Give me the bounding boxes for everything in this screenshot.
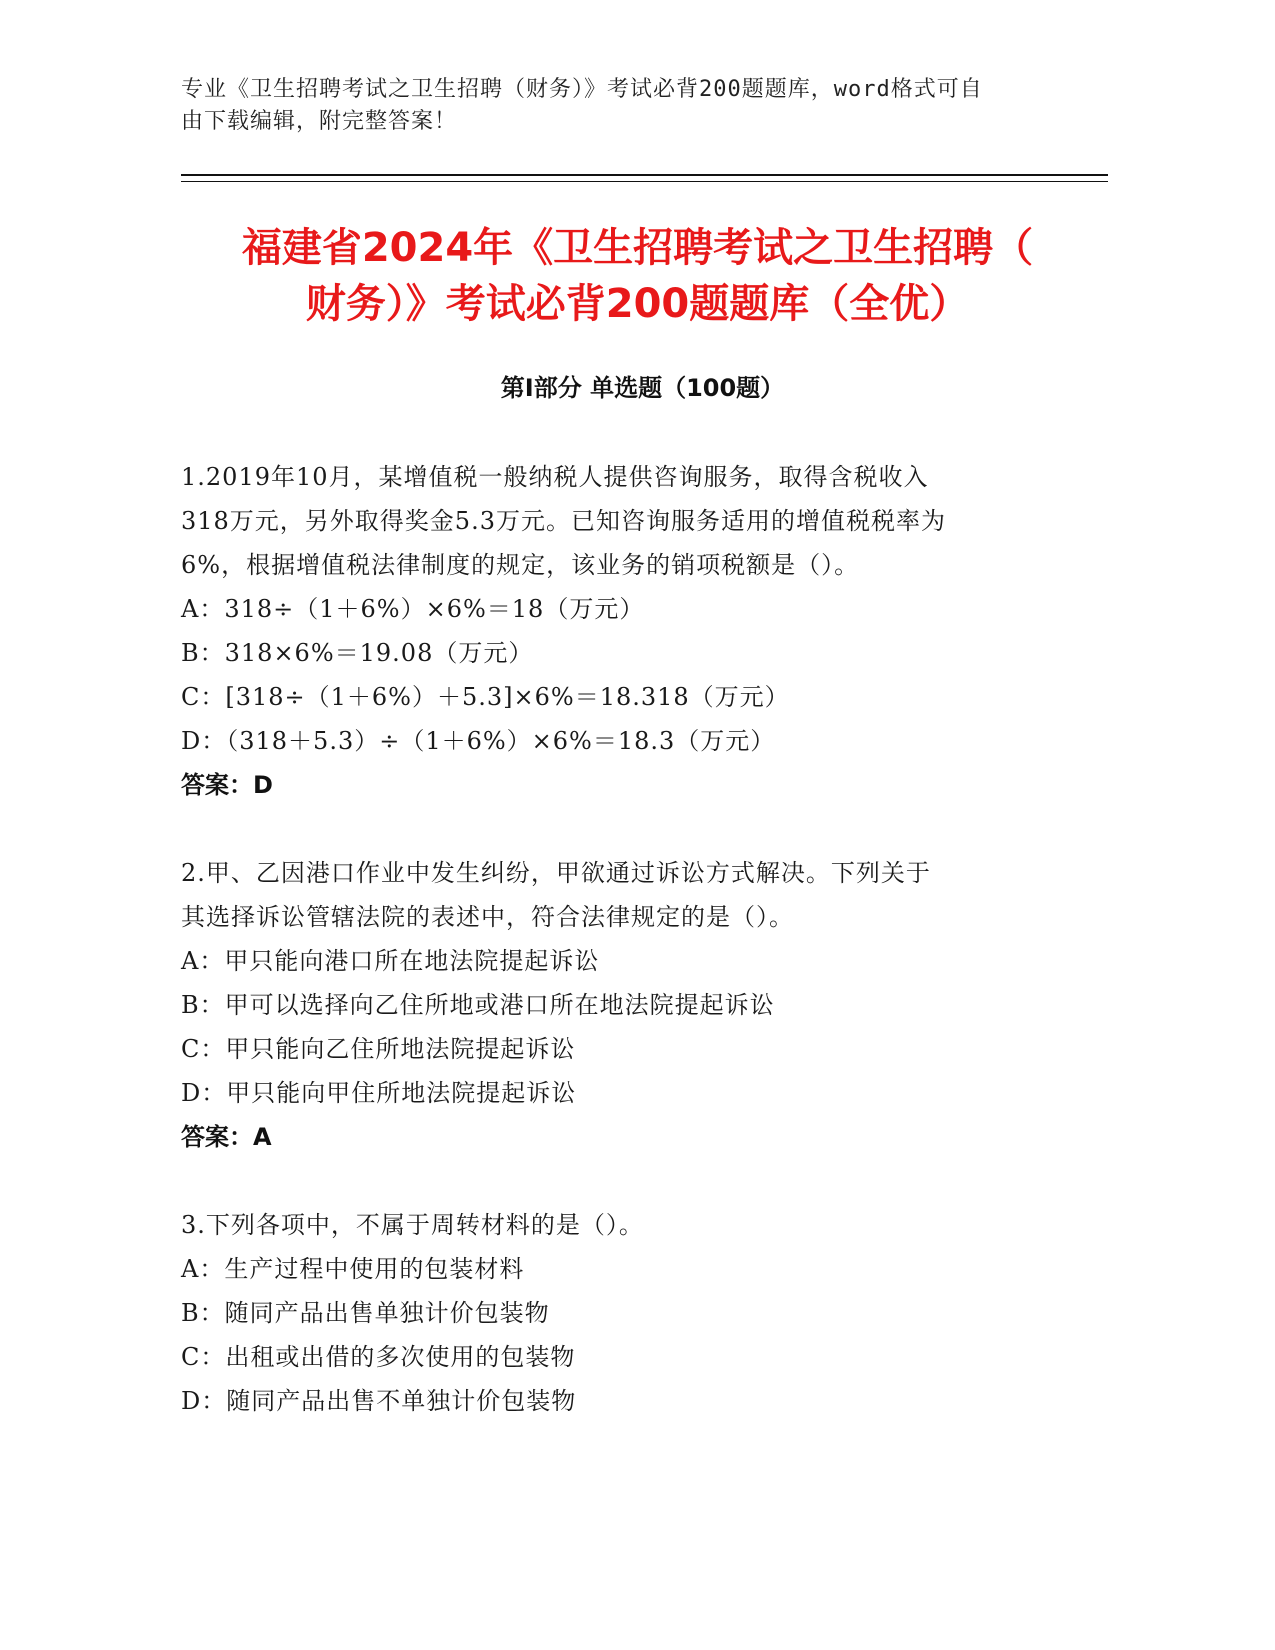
question-stem <box>181 1203 1051 1247</box>
option-c: C：甲只能向乙住所地法院提起诉讼 <box>181 1035 576 1063</box>
option-c: C：[318÷（1＋6%）＋5.3]×6%＝18.318（万元） <box>181 683 790 711</box>
question-list <box>181 455 1051 1467</box>
question-2 <box>181 851 1051 1159</box>
option-a: A：318÷（1＋6%）×6%＝18（万元） <box>181 595 645 623</box>
header-note <box>181 74 1031 138</box>
header-note-line-2: 由下载编辑，附完整答案！ <box>181 109 458 134</box>
option-a: A：生产过程中使用的包装材料 <box>181 1255 525 1283</box>
question-stem-line: 318万元，另外取得奖金5.3万元。已知咨询服务适用的增值税税率为 <box>181 507 946 535</box>
section-heading: 第I部分 单选题（100题） <box>500 374 785 402</box>
question-stem-line: 3.下列各项中，不属于周转材料的是（）。 <box>181 1211 644 1239</box>
option-b: B：318×6%＝19.08（万元） <box>181 639 534 667</box>
option-b: B：随同产品出售单独计价包装物 <box>181 1299 550 1327</box>
question-stem-line: 2.甲、乙因港口作业中发生纠纷，甲欲通过诉讼方式解决。下列关于 <box>181 859 931 887</box>
option-b: B：甲可以选择向乙住所地或港口所在地法院提起诉讼 <box>181 991 775 1019</box>
option-c: C：出租或出借的多次使用的包装物 <box>181 1343 576 1371</box>
document-title-line-1: 福建省2024年《卫生招聘考试之卫生招聘（ <box>241 225 1034 271</box>
option-a: A：甲只能向港口所在地法院提起诉讼 <box>181 947 600 975</box>
question-stem-line: 1.2019年10月，某增值税一般纳税人提供咨询服务，取得含税收入 <box>181 463 929 491</box>
question-stem-line: 其选择诉讼管辖法院的表述中，符合法律规定的是（）。 <box>181 903 794 931</box>
option-d: D：随同产品出售不单独计价包装物 <box>181 1387 577 1415</box>
document-title <box>160 220 1115 332</box>
option-d: D：甲只能向甲住所地法院提起诉讼 <box>181 1079 577 1107</box>
question-1 <box>181 455 1051 807</box>
document-title-line-2: 财务）》考试必背200题题库（全优） <box>305 281 970 327</box>
question-stem-line: 6%，根据增值税法律制度的规定，该业务的销项税额是（）。 <box>181 551 860 579</box>
header-divider-thin <box>181 181 1108 182</box>
header-note-line-1: 专业《卫生招聘考试之卫生招聘（财务）》考试必背200题题库，word格式可自 <box>181 77 983 102</box>
option-d: D：（318＋5.3）÷（1＋6%）×6%＝18.3（万元） <box>181 727 776 755</box>
answer-label: 答案：A <box>181 1123 272 1151</box>
answer-label: 答案：D <box>181 771 273 799</box>
question-stem <box>181 455 1051 587</box>
header-divider-thick <box>181 174 1108 176</box>
question-stem <box>181 851 1051 939</box>
question-3 <box>181 1203 1051 1423</box>
